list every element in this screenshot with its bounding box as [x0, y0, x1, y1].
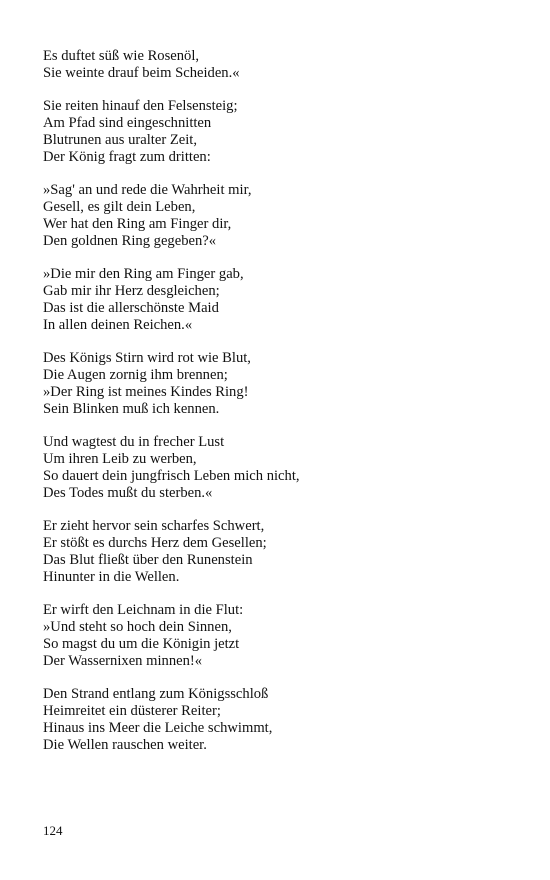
stanza	[43, 602, 513, 670]
poem-line: Er stößt es durchs Herz dem Gesellen;	[43, 535, 267, 551]
poem-line: Und wagtest du in frecher Lust	[43, 434, 225, 450]
stanza	[43, 434, 513, 502]
poem-line: Heimreitet ein düsterer Reiter;	[43, 703, 221, 719]
poem-line: Die Wellen rauschen weiter.	[43, 737, 207, 753]
poem-line: Es duftet süß wie Rosenöl,	[43, 48, 200, 64]
poem-line: »Und steht so hoch dein Sinnen,	[43, 619, 232, 635]
poem-line: Der König fragt zum dritten:	[43, 149, 211, 165]
poem-line: So dauert dein jungfrisch Leben mich nicht,	[43, 468, 300, 484]
stanza	[43, 266, 513, 334]
poem-line: Er wirft den Leichnam in die Flut:	[43, 602, 244, 618]
page-number: 124	[43, 823, 63, 838]
poem-line: Das Blut fließt über den Runenstein	[43, 552, 253, 568]
poem-line: In allen deinen Reichen.«	[43, 317, 193, 333]
poem-body	[43, 48, 513, 770]
poem-line: Sein Blinken muß ich kennen.	[43, 401, 220, 417]
poem-line: Er zieht hervor sein scharfes Schwert,	[43, 518, 265, 534]
poem-line: Hinunter in die Wellen.	[43, 569, 180, 585]
poem-line: So magst du um die Königin jetzt	[43, 636, 240, 652]
poem-line: »Der Ring ist meines Kindes Ring!	[43, 384, 249, 400]
poem-line: Den Strand entlang zum Königsschloß	[43, 686, 269, 702]
poem-line: Wer hat den Ring am Finger dir,	[43, 216, 232, 232]
poem-line: Gab mir ihr Herz desgleichen;	[43, 283, 220, 299]
poem-line: Am Pfad sind eingeschnitten	[43, 115, 212, 131]
poem-line: Gesell, es gilt dein Leben,	[43, 199, 196, 215]
poem-line: Hinaus ins Meer die Leiche schwimmt,	[43, 720, 273, 736]
poem-line: Des Todes mußt du sterben.«	[43, 485, 213, 501]
stanza	[43, 350, 513, 418]
stanza	[43, 48, 513, 82]
poem-line: Sie reiten hinauf den Felsensteig;	[43, 98, 238, 114]
stanza	[43, 518, 513, 586]
poem-line: »Sag' an und rede die Wahrheit mir,	[43, 182, 252, 198]
stanza	[43, 686, 513, 754]
stanza	[43, 182, 513, 250]
stanza	[43, 98, 513, 166]
poem-line: Die Augen zornig ihm brennen;	[43, 367, 228, 383]
poem-line: Den goldnen Ring gegeben?«	[43, 233, 217, 249]
poem-line: Das ist die allerschönste Maid	[43, 300, 219, 316]
poem-line: Der Wassernixen minnen!«	[43, 653, 203, 669]
poem-line: Des Königs Stirn wird rot wie Blut,	[43, 350, 251, 366]
poem-line: »Die mir den Ring am Finger gab,	[43, 266, 244, 282]
poem-line: Um ihren Leib zu werben,	[43, 451, 197, 467]
poem-line: Blutrunen aus uralter Zeit,	[43, 132, 197, 148]
poem-line: Sie weinte drauf beim Scheiden.«	[43, 65, 240, 81]
